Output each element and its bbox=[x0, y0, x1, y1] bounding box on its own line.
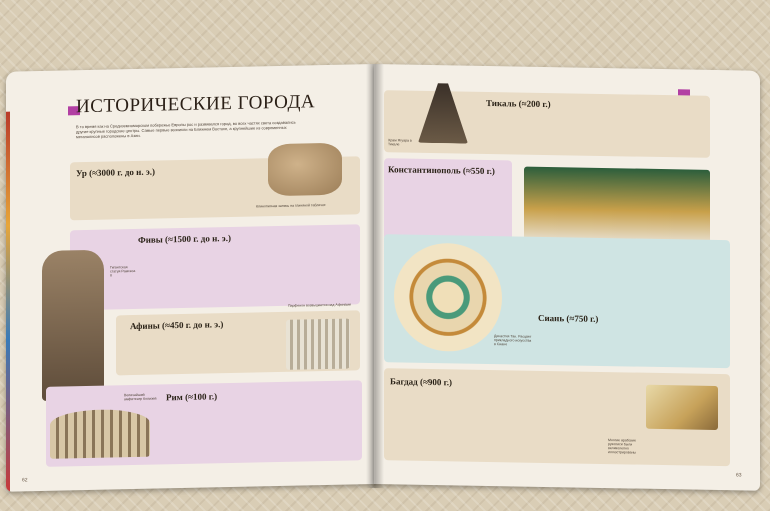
baghdad-heading: Багдад (≈900 г.) bbox=[390, 376, 452, 388]
athens-caption: Парфенон возвышается над Афинами bbox=[288, 302, 351, 308]
thebes-caption: Гигантская статуя Рамсеса II bbox=[110, 265, 136, 278]
intro-text: В то время как на Средиземноморском побережье Европы рос и развивался город, во всех частях света создавались другие крупные городские центры. Самые первые возникли на Ближнем Востоке, а крупнейшие из современных мегаполисов расположены в Азии. bbox=[76, 119, 296, 140]
tikal-heading: Тикаль (≈200 г.) bbox=[486, 97, 551, 110]
rome-caption: Величайший амфитеатр Колизей bbox=[124, 392, 157, 402]
ramses-statue-image bbox=[42, 250, 104, 401]
xian-caption: Династия Тан. Расцвет прикладного искусства в Сиане bbox=[494, 334, 532, 347]
book-edge-colors bbox=[6, 112, 10, 492]
ur-caption: Клинописная запись на глиняной табличке bbox=[256, 203, 326, 209]
parthenon-image bbox=[286, 319, 350, 370]
tang-plate-image bbox=[394, 242, 502, 352]
book-gutter bbox=[366, 64, 384, 488]
athens-heading: Афины (≈450 г. до н. э.) bbox=[130, 319, 224, 332]
xian-heading: Сиань (≈750 г.) bbox=[538, 312, 599, 324]
right-page bbox=[374, 64, 760, 491]
arabic-manuscript-image bbox=[646, 385, 718, 430]
ur-heading: Ур (≈3000 г. до н. э.) bbox=[76, 166, 156, 179]
left-page bbox=[6, 64, 374, 492]
colosseum-image bbox=[50, 409, 150, 459]
clay-tablet-image bbox=[268, 143, 342, 197]
constantinople-heading: Константинополь (≈550 г.) bbox=[388, 164, 495, 177]
page-title: ИСТОРИЧЕСКИЕ ГОРОДА bbox=[76, 91, 316, 118]
thebes-heading: Фивы (≈1500 г. до н. э.) bbox=[138, 232, 231, 245]
right-page-number: 63 bbox=[736, 472, 742, 479]
left-page-number: 62 bbox=[22, 477, 28, 484]
open-book bbox=[6, 64, 762, 494]
baghdad-caption: Многие арабские рукописи были великолепно иллюстрированы bbox=[608, 438, 637, 455]
rome-heading: Рим (≈100 г.) bbox=[166, 391, 218, 403]
tikal-caption: Храм Ягуара в Тикале bbox=[388, 138, 412, 147]
